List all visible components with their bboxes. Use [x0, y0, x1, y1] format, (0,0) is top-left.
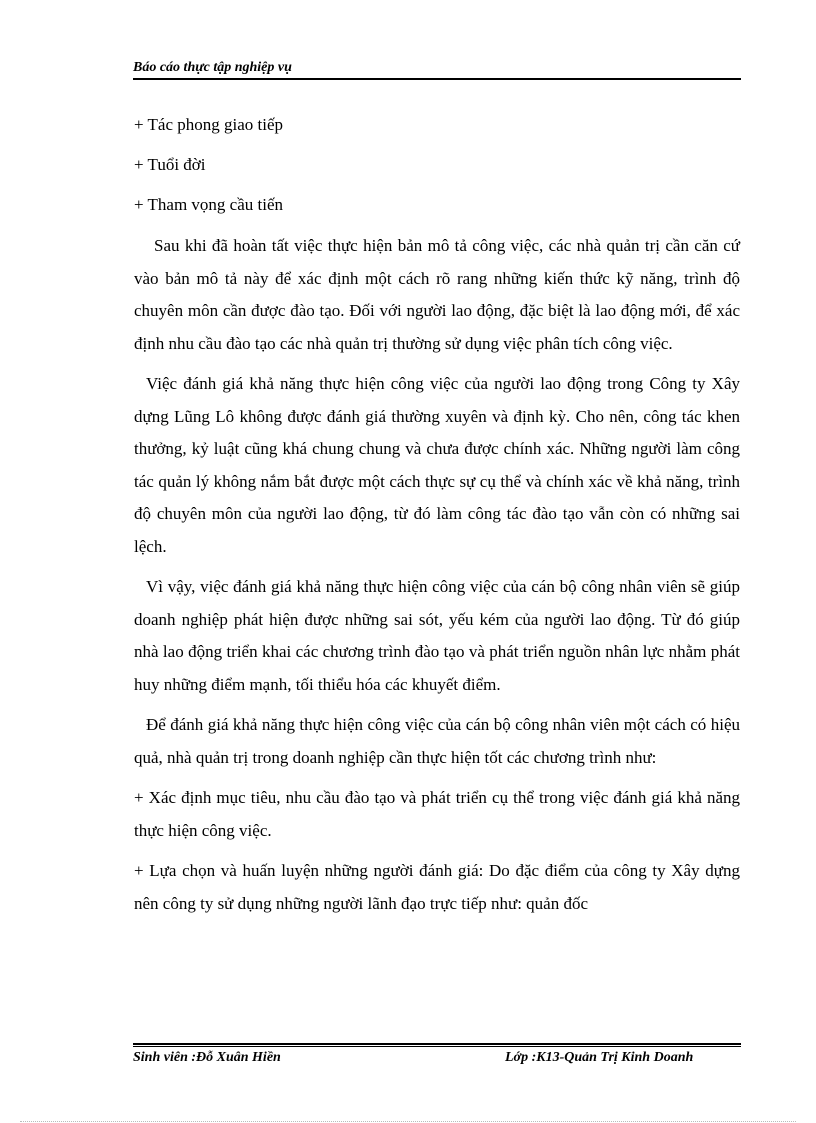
bullet-paragraph: + Lựa chọn và huấn luyện những người đánh giá: Do đặc điểm của công ty Xây dựng nên công ty sử dụng những người lãnh đạo trực tiếp như: quản đốc [134, 861, 740, 913]
document-body [134, 110, 740, 920]
bullet-paragraph: + Xác định mục tiêu, nhu cầu đào tạo và phát triển cụ thể trong việc đánh giá khả năng thực hiện công việc. [134, 788, 740, 840]
paragraph: Sau khi đã hoàn tất việc thực hiện bản mô tả công việc, các nhà quản trị cần căn cứ vào bản mô tả này để xác định một cách rõ rang những kiến thức kỹ năng, trình độ chuyên môn cần được đào tạo. Đối với người lao động, đặc biệt là lao động mới, để xác định nhu cầu đào tạo các nhà quản trị thường sử dụng việc phân tích công việc. [134, 236, 740, 353]
bullet-item: + Tham vọng cầu tiến [134, 195, 284, 214]
footer-divider-thin [133, 1046, 741, 1047]
header-divider [133, 78, 741, 80]
page-edge-dotted-line [20, 1121, 796, 1122]
footer-divider [133, 1043, 741, 1045]
footer-class: Lớp :K13-Quản Trị Kinh Doanh [505, 1050, 694, 1065]
paragraph: Việc đánh giá khả năng thực hiện công việc của người lao động trong Công ty Xây dựng Lũng Lô không được đánh giá thường xuyên và định kỳ. Cho nên, công tác khen thưởng, kỷ luật cũng khá chung chung và chưa được chính xác. Những người làm công tác quản lý không nắm bắt được một cách thực sự cụ thể và chính xác về khả năng, trình độ chuyên môn của người lao động, từ đó làm công tác đào tạo vẫn còn có những sai lệch. [134, 374, 740, 556]
footer-student: Sinh viên :Đỗ Xuân Hiền [133, 1050, 281, 1065]
bullet-item: + Tác phong giao tiếp [134, 115, 284, 134]
paragraph: Để đánh giá khả năng thực hiện công việc của cán bộ công nhân viên một cách có hiệu quả, nhà quản trị trong doanh nghiệp cần thực hiện tốt các chương trình như: [134, 715, 740, 767]
bullet-item: + Tuổi đời [134, 155, 206, 174]
paragraph: Vì vậy, việc đánh giá khả năng thực hiện công việc của cán bộ công nhân viên sẽ giúp doanh nghiệp phát hiện được những sai sót, yếu kém của người lao động. Từ đó giúp nhà lao động triển khai các chương trình đào tạo và phát triển nguồn nhân lực nhằm phát huy những điểm mạnh, tối thiểu hóa các khuyết điểm. [134, 577, 740, 694]
header-title: Báo cáo thực tập nghiệp vụ [133, 60, 292, 75]
